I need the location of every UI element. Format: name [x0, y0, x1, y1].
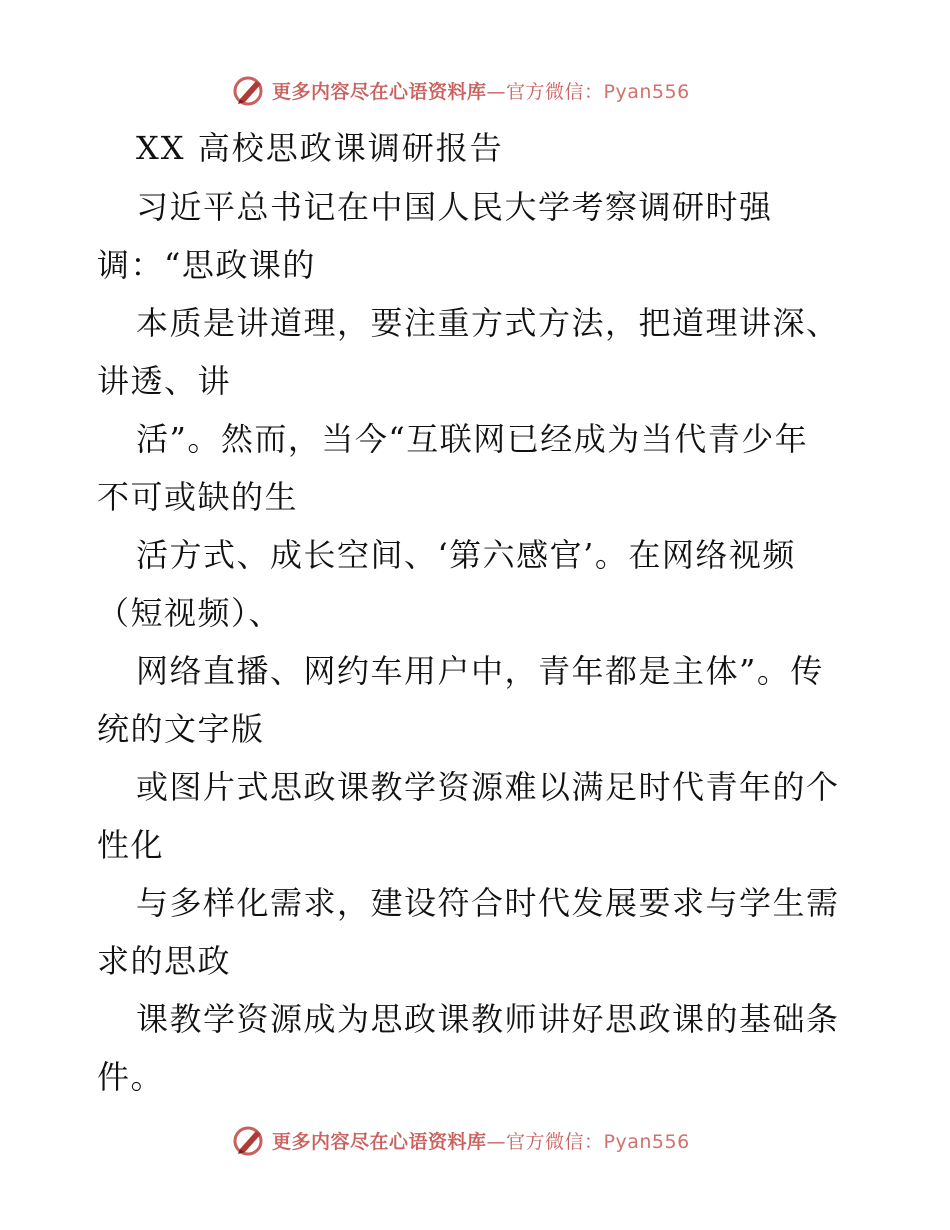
body-line: 讲透、讲: [97, 362, 232, 400]
watermark-text: [272, 1127, 690, 1154]
watermark-wechat-label: 官方微信：: [506, 1130, 604, 1153]
body-line: 网络直播、网约车用户中，青年都是主体”。传: [136, 652, 824, 690]
body-line: 性化: [97, 826, 165, 864]
watermark-prefix: 更多内容尽在心语资料库: [272, 80, 487, 103]
watermark-header: [232, 72, 690, 108]
body-line: 调：“思政课的: [97, 246, 316, 284]
watermark-dash: —: [486, 80, 507, 103]
pen-logo-icon: [232, 73, 266, 107]
body-line: 课教学资源成为思政课教师讲好思政课的基础条: [136, 1000, 840, 1038]
watermark-wechat-id: Pyan556: [603, 80, 690, 103]
body-line: 与多样化需求，建设符合时代发展要求与学生需: [136, 884, 840, 922]
watermark-wechat-id: Pyan556: [603, 1130, 690, 1153]
body-line: 件。: [97, 1058, 165, 1096]
document-title: XX 高校思政课调研报告: [136, 129, 504, 167]
watermark-prefix: 更多内容尽在心语资料库: [272, 1130, 487, 1153]
watermark-footer: [232, 1122, 690, 1158]
body-line: 活方式、成长空间、‘第六感官’。在网络视频: [136, 536, 796, 574]
body-line: 不可或缺的生: [97, 478, 299, 516]
body-line: 求的思政: [97, 942, 232, 980]
watermark-dash: —: [486, 1130, 507, 1153]
watermark-wechat-label: 官方微信：: [506, 80, 604, 103]
body-line: 或图片式思政课教学资源难以满足时代青年的个: [136, 768, 840, 806]
watermark-text: [272, 77, 690, 104]
body-line: 本质是讲道理，要注重方式方法，把道理讲深、: [136, 304, 840, 342]
body-line: 习近平总书记在中国人民大学考察调研时强: [136, 188, 773, 226]
pen-logo-icon: [232, 1123, 266, 1157]
body-line: 统的文字版: [97, 710, 265, 748]
body-line: （短视频）、: [97, 594, 283, 632]
body-line: 活”。然而，当今“互联网已经成为当代青少年: [136, 420, 809, 458]
